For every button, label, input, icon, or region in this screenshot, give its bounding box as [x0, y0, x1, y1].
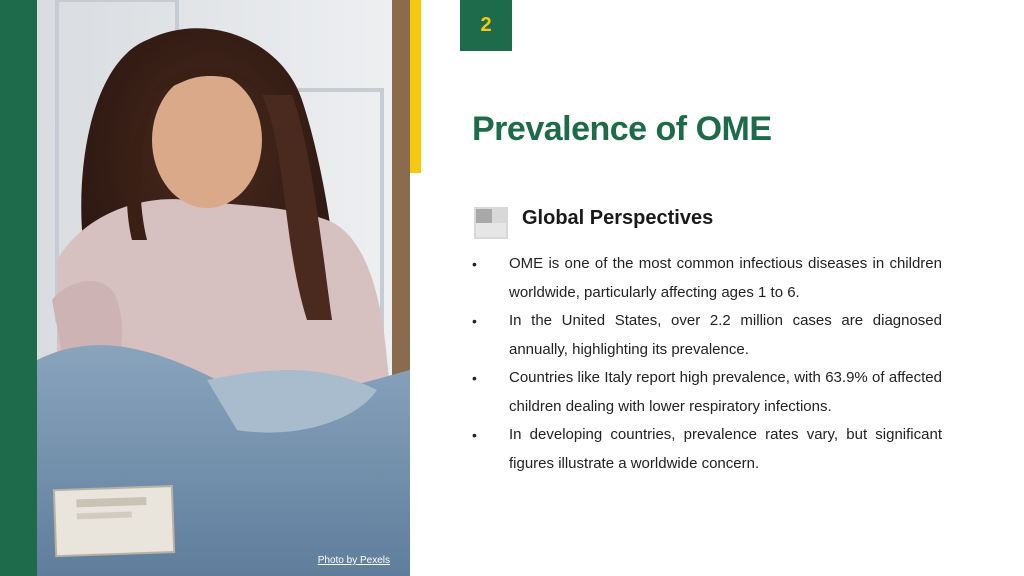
hero-photo — [37, 0, 410, 576]
list-item — [472, 421, 942, 478]
section-heading: Global Perspectives — [522, 207, 714, 229]
woman-in-bed-photo — [37, 0, 410, 576]
list-item — [472, 250, 942, 307]
slide-number-badge: 2 — [460, 0, 512, 51]
bullet-dot-icon: • — [472, 370, 477, 386]
left-green-strip — [0, 0, 37, 576]
bullet-dot-icon: • — [472, 427, 477, 443]
photo-credit[interactable]: Photo by Pexels — [317, 555, 390, 566]
bullet-list — [472, 250, 942, 478]
accent-yellow-bar — [410, 0, 421, 173]
bullet-text: OME is one of the most common infectious diseases in children worldwide, particularly affecting ages 1 to 6. — [509, 255, 942, 301]
image-placeholder-icon — [474, 207, 508, 239]
slide-title: Prevalence of OME — [472, 110, 772, 148]
list-item — [472, 364, 942, 421]
bullet-text: Countries like Italy report high prevalence, with 63.9% of affected children dealing with lower respiratory infections. — [509, 369, 942, 415]
list-item — [472, 307, 942, 364]
bullet-dot-icon: • — [472, 256, 477, 272]
bullet-text: In developing countries, prevalence rates vary, but significant figures illustrate a worldwide concern. — [509, 426, 942, 472]
bullet-dot-icon: • — [472, 313, 477, 329]
bullet-text: In the United States, over 2.2 million cases are diagnosed annually, highlighting its prevalence. — [509, 312, 942, 358]
